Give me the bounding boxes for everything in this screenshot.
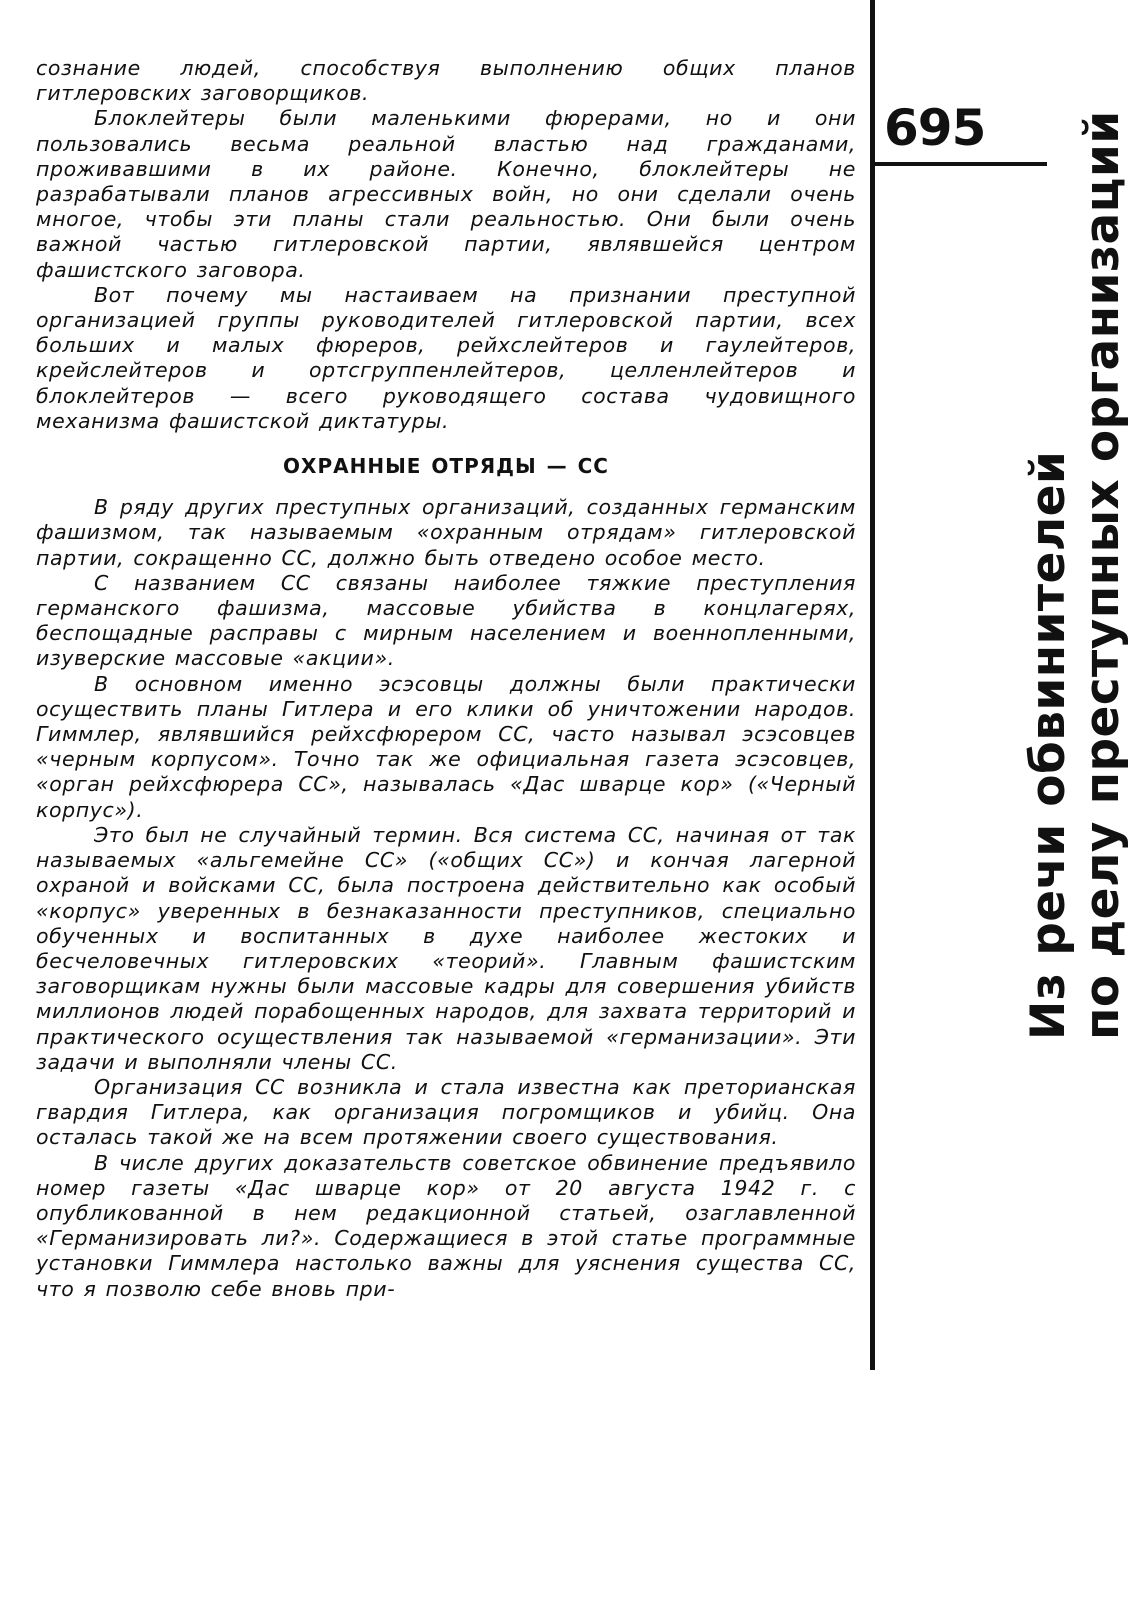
main-text-column bbox=[36, 56, 856, 1302]
paragraph-blockleaders: Блоклейтеры были маленькими фюрерами, но и они пользовались весьма реальной властью над гражданами, проживавшими в их районе. Конечно, блоклейтеры не разрабатывали планов агрессивных войн, но они сделали очень многое, чтобы эти планы стали реальностью. Они были очень важной частью гитлеровской партии, являвшейся центром фашистского заговора. bbox=[36, 106, 856, 282]
paragraph-black-corps: В основном именно эсэсовцы должны были практически осуществить планы Гитлера и его клики об уничтожении народов. Гиммлер, являвшийся рейхсфюрером СС, часто называл эсэсовцев «черным корпусом». Точно так же официальная газета эсэсовцев, «орган рейхсфюрера СС», называлась «Дас шварце кор» («Черный корпус»). bbox=[36, 671, 856, 822]
paragraph-ss-intro: В ряду других преступных организаций, созданных германским фашизмом, так называемым «охранным отрядам» гитлеровской партии, сокращенно СС, должно быть отведено особое место. bbox=[36, 495, 856, 570]
section-heading-ss: ОХРАННЫЕ ОТРЯДЫ — СС bbox=[283, 454, 609, 479]
running-title-line1: Из речи обвинителей bbox=[1021, 450, 1076, 1040]
margin-vertical-rule bbox=[870, 0, 875, 1370]
paragraph-ss-system: Это был не случайный термин. Вся система СС, начиная от так называемых «альгемейне СС» («общих СС») и кончая лагерной охраной и войсками СС, была построена действительно как особый «корпус» уверенных в безнаказанности преступников, специально обученных и воспитанных в духе наиболее жестоких и бесчеловечных гитлеровских «теорий». Главным фашистским заговорщикам нужны были массовые кадры для совершения убийств миллионов людей порабощенных народов, для захвата территорий и практического осуществления так называемой «германизации». Эти задачи и выполняли члены СС. bbox=[36, 822, 856, 1074]
paragraph-party-leadership: Вот почему мы настаиваем на признании преступной организацией группы руководителей гитлеровской партии, всех больших и малых фюреров, рейхслейтеров и гаулейтеров, крейслейтеров и ортсгруппенлейтеров, целленлейтеров и блоклейтеров — всего руководящего состава чудовищного механизма фашистской диктатуры. bbox=[36, 282, 856, 433]
running-title bbox=[1022, 110, 1130, 1040]
running-title-line2: по делу преступных организаций bbox=[1075, 110, 1130, 1040]
paragraph-continuation: сознание людей, способствуя выполнению общих планов гитлеровских заговорщиков. bbox=[36, 56, 856, 106]
page-number: 695 bbox=[884, 99, 986, 157]
paragraph-ss-crimes: С названием СС связаны наиболее тяжкие преступления германского фашизма, массовые убийства в концлагерях, беспощадные расправы с мирным населением и военнопленными, изуверские массовые «акции». bbox=[36, 570, 856, 671]
paragraph-evidence: В числе других доказательств советское обвинение предъявило номер газеты «Дас шварце кор» от 20 августа 1942 г. с опубликованной в нем редакционной статьей, озаглавленной «Германизировать ли?». Содержащиеся в этой статье программные установки Гиммлера настолько важны для уяснения существа СС, что я позволю себе вновь при- bbox=[36, 1150, 856, 1301]
paragraph-praetorian-guard: Организация СС возникла и стала известна как преторианская гвардия Гитлера, как организация погромщиков и убийц. Она осталась такой же на всем протяжении своего существования. bbox=[36, 1074, 856, 1150]
